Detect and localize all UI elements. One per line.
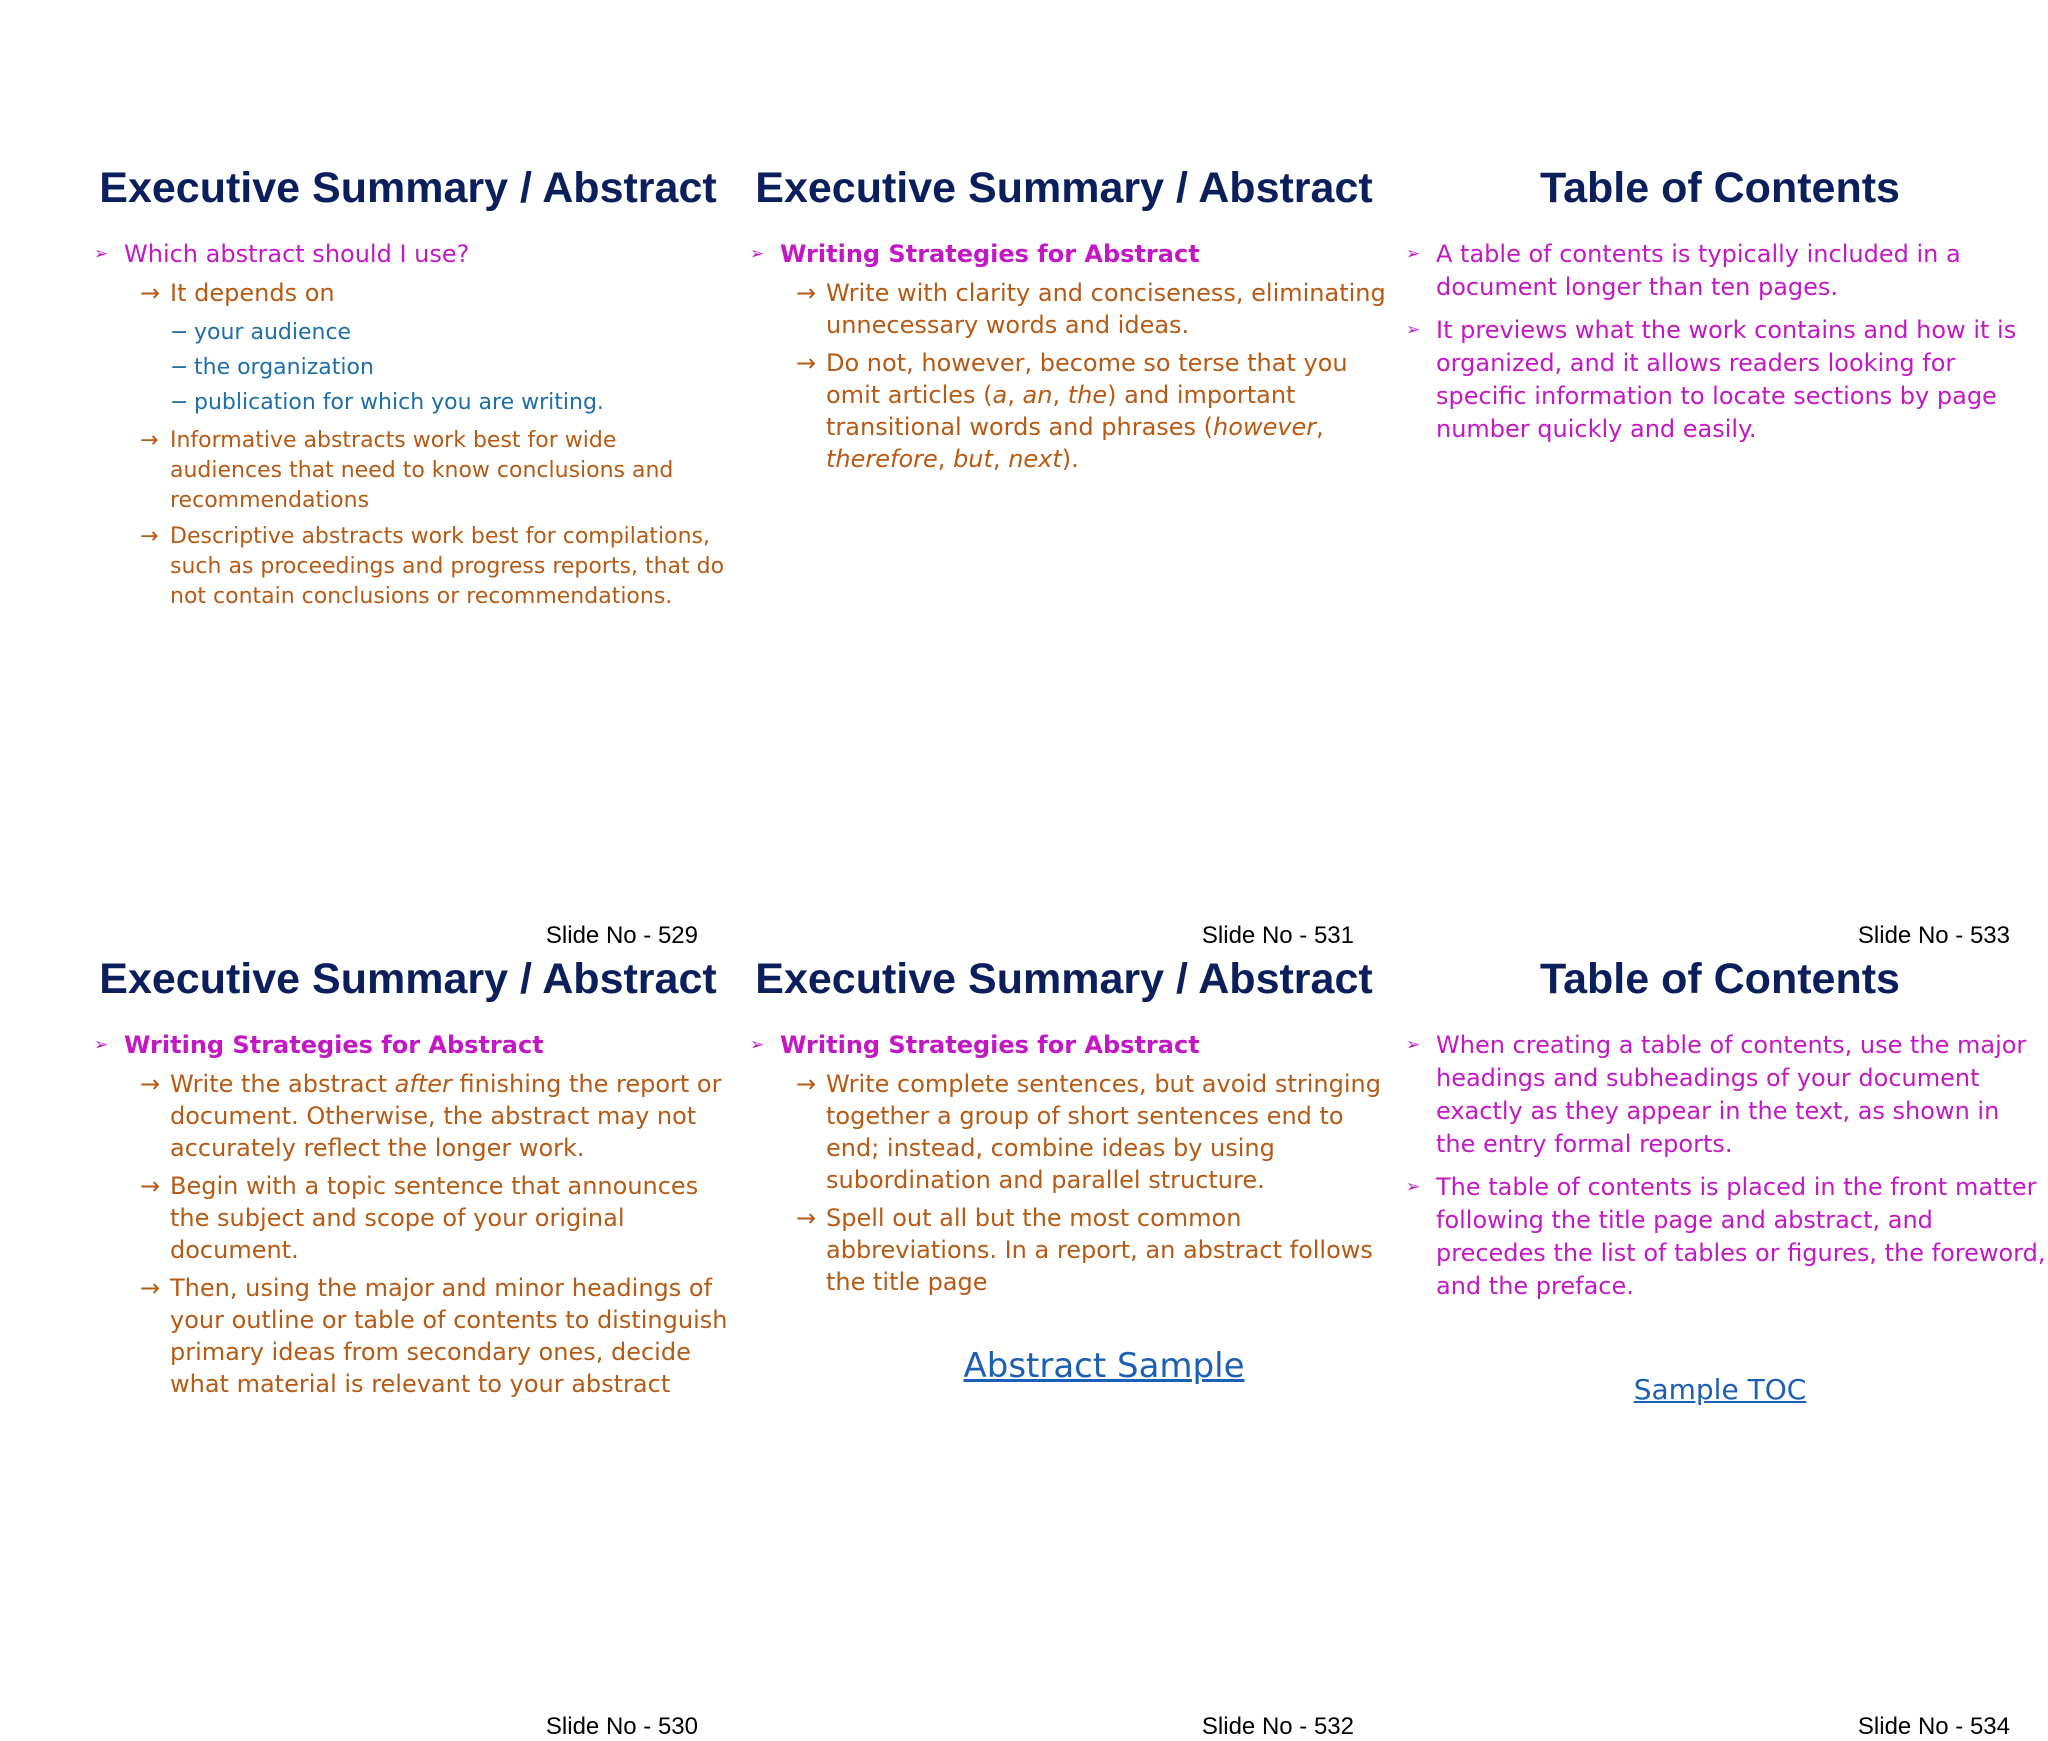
- sub-bullet: → Descriptive abstracts work best for compilations, such as proceedings and progress reports, that do not contain conclusions or recommendations.: [140, 524, 725, 609]
- slide-number: Slide No - 533: [1857, 922, 2010, 949]
- bullet-arrow-icon: ➢: [94, 244, 109, 264]
- slide-title: Executive Summary / Abstract: [755, 164, 1373, 212]
- dash-icon: −: [170, 390, 189, 415]
- list-item: − your audience: [94, 315, 734, 350]
- dash-icon: −: [170, 320, 189, 345]
- sub-bullet: → Informative abstracts work best for wide audiences that need to know conclusions and recommendations: [140, 428, 674, 513]
- slide-title: Executive Summary / Abstract: [99, 955, 717, 1003]
- slide-532: [738, 955, 1390, 1740]
- slide-content: [750, 1029, 1390, 1304]
- sub-bullet: → Write complete sentences, but avoid stringing together a group of short sentences end to end; instead, combine ideas by using subordination and parallel structure.: [796, 1070, 1381, 1194]
- slide-number: Slide No - 530: [545, 1713, 698, 1740]
- slide-530: [82, 955, 734, 1740]
- bullet-arrow-icon: ➢: [750, 1035, 765, 1055]
- bullet: ➢ Writing Strategies for Abstract: [750, 238, 1390, 271]
- slide-number: Slide No - 534: [1857, 1713, 2010, 1740]
- slide-531: [738, 164, 1390, 949]
- arrow-icon: →: [796, 349, 817, 377]
- sub-bullet: → Spell out all but the most common abbreviations. In a report, an abstract follows the title page: [796, 1204, 1373, 1296]
- arrow-icon: →: [140, 524, 159, 549]
- dash-icon: −: [170, 355, 189, 380]
- list-item: − publication for which you are writing.: [94, 385, 734, 420]
- sub-bullet: → It depends on: [140, 279, 335, 307]
- arrow-icon: →: [796, 1204, 817, 1232]
- bullet-arrow-icon: ➢: [1406, 244, 1421, 264]
- list-item: − the organization: [94, 350, 734, 385]
- sub-bullet: → Do not, however, become so terse that you omit articles (a, an, the) and important transitional words and phrases (however, therefore, but, next).: [796, 349, 1348, 473]
- bullet-arrow-icon: ➢: [1406, 1177, 1421, 1197]
- sub-bullet: → Begin with a topic sentence that announces the subject and scope of your original document.: [140, 1172, 699, 1264]
- slide-title: Executive Summary / Abstract: [755, 955, 1373, 1003]
- slide-title: Executive Summary / Abstract: [99, 164, 717, 212]
- slide-title: Table of Contents: [1540, 955, 1900, 1003]
- slide-title: Table of Contents: [1540, 164, 1900, 212]
- slide-content: [94, 1029, 734, 1406]
- arrow-icon: →: [140, 1070, 161, 1098]
- bullet: ➢ When creating a table of contents, use the major headings and subheadings of your document exactly as they appear in the text, as shown in the entry formal reports.: [1406, 1031, 2027, 1158]
- slide-534: [1394, 955, 2046, 1740]
- sub-bullet: → Then, using the major and minor headings of your outline or table of contents to distinguish primary ideas from secondary ones, decide what material is relevant to your abstract: [140, 1274, 728, 1398]
- bullet: ➢ Writing Strategies for Abstract: [94, 1029, 734, 1062]
- bullet-arrow-icon: ➢: [1406, 1035, 1421, 1055]
- arrow-icon: →: [796, 1070, 817, 1098]
- bullet-arrow-icon: ➢: [750, 244, 765, 264]
- abstract-sample-link[interactable]: Abstract Sample: [963, 1346, 1245, 1386]
- sample-toc-link[interactable]: Sample TOC: [1633, 1373, 1807, 1406]
- slide-content: [750, 238, 1390, 481]
- arrow-icon: →: [140, 279, 161, 307]
- arrow-icon: →: [140, 428, 159, 453]
- bullet-arrow-icon: ➢: [94, 1035, 109, 1055]
- sub-bullet: → Write with clarity and conciseness, eliminating unnecessary words and ideas.: [796, 279, 1386, 339]
- slide-number: Slide No - 532: [1201, 1713, 1354, 1740]
- bullet: ➢ Writing Strategies for Abstract: [750, 1029, 1390, 1062]
- bullet: ➢ The table of contents is placed in the front matter following the title page and abstract, and precedes the list of tables or figures, the foreword, and the preface.: [1406, 1173, 2046, 1300]
- slide-content: [1406, 238, 2046, 456]
- arrow-icon: →: [140, 1274, 161, 1302]
- slide-529: [82, 164, 734, 949]
- slide-number: Slide No - 531: [1201, 922, 1354, 949]
- arrow-icon: →: [796, 279, 817, 307]
- slide-533: [1394, 164, 2046, 949]
- slide-number: Slide No - 529: [545, 922, 698, 949]
- bullet: ➢ A table of contents is typically included in a document longer than ten pages.: [1406, 240, 1961, 301]
- slide-content: [1406, 1029, 2046, 1313]
- arrow-icon: →: [140, 1172, 161, 1200]
- bullet-arrow-icon: ➢: [1406, 320, 1421, 340]
- bullet: ➢ It previews what the work contains and how it is organized, and it allows readers looking for specific information to locate sections by page number quickly and easily.: [1406, 316, 2017, 443]
- bullet: ➢ Which abstract should I use?: [94, 238, 734, 271]
- slide-content: [94, 238, 734, 618]
- sub-bullet: → Write the abstract after finishing the report or document. Otherwise, the abstract may not accurately reflect the longer work.: [140, 1070, 722, 1162]
